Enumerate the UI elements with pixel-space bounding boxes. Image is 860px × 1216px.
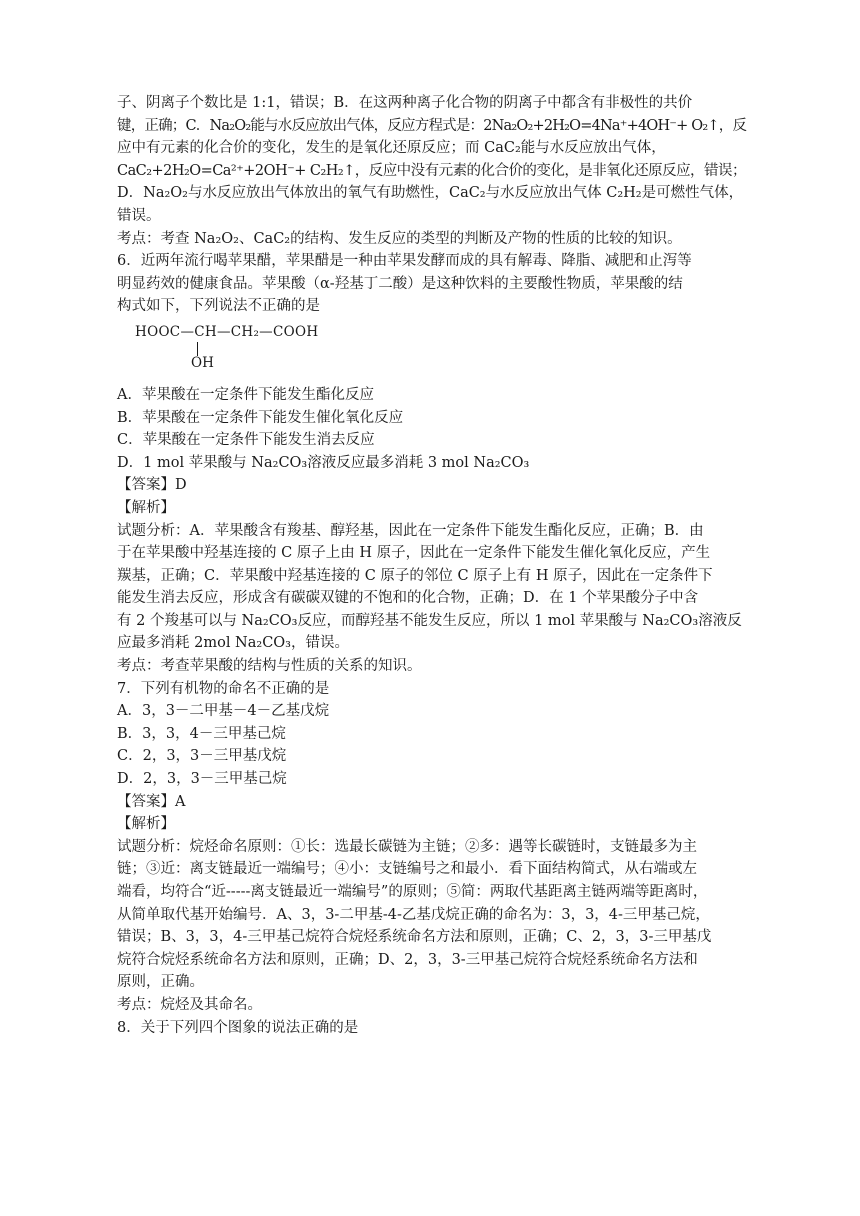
text-line: 端看，均符合“近-----离支链最近一端编号”的原则；⑤简：两取代基距离主链两端等距离时， <box>117 884 708 900</box>
text-line: 子、阴离子个数比是 1:1，错误；B．在这两种离子化合物的阴离子中都含有非极性的共价 <box>117 95 693 111</box>
text-line: 【解析】 <box>117 816 175 833</box>
text-line: 链；③近：离支链最近一端编号；④小：支链编号之和最小．看下面结构简式，从右端或左 <box>117 861 697 878</box>
structure-bond-line <box>197 342 198 356</box>
text-line: 从简单取代基开始编号．A、3，3-二甲基-4-乙基戊烷正确的命名为：3，3，4-三甲基己烷， <box>117 906 710 923</box>
text-line: 7．下列有机物的命名不正确的是 <box>117 680 330 697</box>
text-line: D．2，3，3－三甲基己烷 <box>117 771 287 788</box>
text-line: A．3，3－二甲基－4－乙基戊烷 <box>117 703 330 720</box>
text-line: 烷符合烷烃系统命名方法和原则，正确；D、2，3，3-三甲基己烷符合烷烃系统命名方法和 <box>117 951 698 968</box>
text-line: CaC₂+2H₂O=Ca²⁺+2OH⁻+ C₂H₂↑，反应中没有元素的化合价的变化，是非氧化还原反应，错误； <box>117 162 746 179</box>
text-line: C．苹果酸在一定条件下能发生消去反应 <box>117 432 375 449</box>
document-page <box>117 92 747 1039</box>
text-block-2 <box>117 384 747 1039</box>
structure-hydroxyl: OH <box>191 354 214 371</box>
text-line: 构式如下，下列说法不正确的是 <box>117 298 320 315</box>
text-line: 6．近两年流行喝苹果醋，苹果醋是一种由苹果发酵而成的具有解毒、降脂、减肥和止泻等 <box>117 253 692 270</box>
text-line: 【答案】D <box>117 477 187 494</box>
text-line: 【答案】A <box>117 793 186 810</box>
malic-acid-structure <box>135 324 747 376</box>
text-line: 明显药效的健康食品。苹果酸（α-羟基丁二酸）是这种饮料的主要酸性物质，苹果酸的结 <box>117 275 683 292</box>
text-line: D．1 mol 苹果酸与 Na₂CO₃溶液反应最多消耗 3 mol Na₂CO₃ <box>117 454 530 471</box>
text-block-1 <box>117 92 747 318</box>
text-line: 能发生消去反应，形成含有碳碳双键的不饱和的化合物，正确；D．在 1 个苹果酸分子中含 <box>117 590 699 607</box>
text-line: 应最多消耗 2mol Na₂CO₃，错误。 <box>117 635 349 652</box>
text-line: B．苹果酸在一定条件下能发生催化氧化反应 <box>117 409 404 426</box>
text-line: 错误。 <box>117 207 161 224</box>
text-line: B．3，3，4－三甲基己烷 <box>117 725 286 742</box>
text-line: 应中有元素的化合价的变化，发生的是氧化还原反应；而 CaC₂能与水反应放出气体， <box>117 140 666 157</box>
text-line: C．2，3，3－三甲基戊烷 <box>117 748 287 765</box>
text-line: 考点：考查 Na₂O₂、CaC₂的结构、发生反应的类型的判断及产物的性质的比较的知识。 <box>117 230 682 247</box>
text-line: 考点：烷烃及其命名。 <box>117 996 262 1013</box>
text-line: 考点：考查苹果酸的结构与性质的关系的知识。 <box>117 658 422 675</box>
text-line: 原则，正确。 <box>117 974 204 991</box>
text-line: 错误；B、3，3，4-三甲基己烷符合烷烃系统命名方法和原则，正确；C、2，3，3-三甲基戊 <box>117 929 712 946</box>
text-line: 于在苹果酸中羟基连接的 C 原子上由 H 原子，因此在一定条件下能发生催化氧化反应，产生 <box>117 545 711 562</box>
text-line: 试题分析：烷烃命名原则：①长：选最长碳链为主链；②多：遇等长碳链时，支链最多为主 <box>117 838 697 855</box>
text-line: A．苹果酸在一定条件下能发生酯化反应 <box>117 386 374 403</box>
text-line: 试题分析：A．苹果酸含有羧基、醇羟基，因此在一定条件下能发生酯化反应，正确；B．由 <box>117 522 704 539</box>
structure-main-chain: HOOC—CH—CH₂—COOH <box>135 323 319 340</box>
text-line: 羰基，正确；C．苹果酸中羟基连接的 C 原子的邻位 C 原子上有 H 原子，因此在一定条件下 <box>117 567 713 584</box>
text-line: 【解析】 <box>117 499 175 516</box>
text-line: 有 2 个羧基可以与 Na₂CO₃反应，而醇羟基不能发生反应，所以 1 mol 苹果酸与 Na₂CO₃溶液反 <box>117 612 742 629</box>
text-line: 键，正确；C．Na₂O₂能与水反应放出气体，反应方程式是：2Na₂O₂+2H₂O=4Na⁺+4OH⁻+ O₂↑，反 <box>117 117 747 134</box>
text-line: 8．关于下列四个图象的说法正确的是 <box>117 1019 359 1036</box>
text-line: D．Na₂O₂与水反应放出气体放出的氧气有助燃性，CaC₂与水反应放出气体 C₂H₂是可燃性气体， <box>117 185 744 202</box>
